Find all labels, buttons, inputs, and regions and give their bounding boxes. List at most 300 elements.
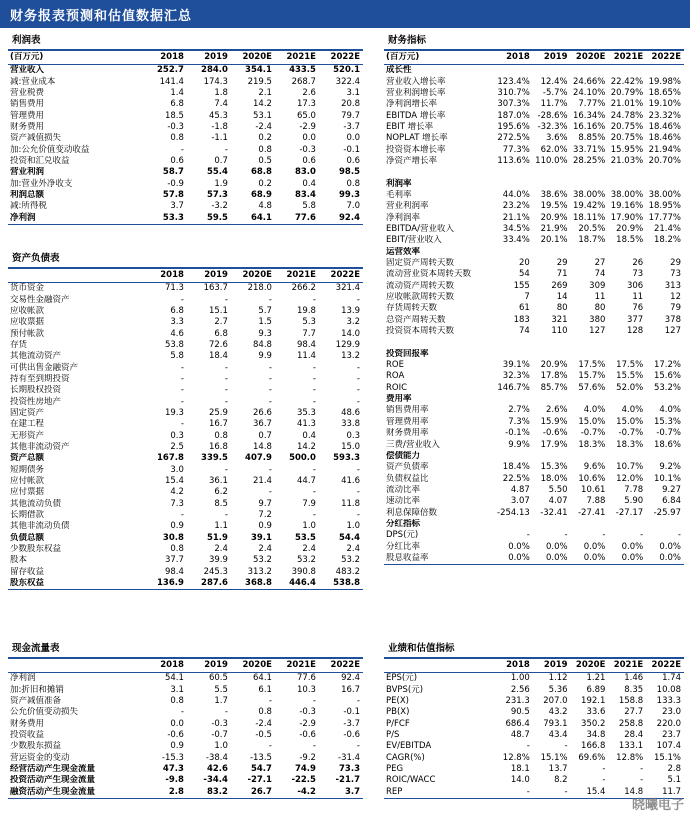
- cell-value: 11: [632, 292, 644, 303]
- cell-value: 3.6%: [545, 133, 568, 144]
- cell-value: 18.65%: [648, 87, 681, 98]
- cell-value: -: [180, 385, 184, 396]
- cell-value: 1.8: [214, 87, 228, 98]
- cell-value: 24.78%: [610, 110, 644, 121]
- cell-value: 19.42%: [572, 201, 606, 212]
- table-row: [8, 76, 363, 87]
- cell-value: 53.2: [253, 555, 272, 566]
- cell-value: -21.7: [335, 775, 360, 786]
- table-row: [384, 247, 684, 258]
- cell-value: -: [312, 385, 316, 396]
- cell-value: 350.2: [581, 718, 606, 729]
- table-row: [8, 521, 363, 532]
- table-row: [384, 65, 684, 77]
- cell-value: 15.4: [164, 476, 184, 487]
- cell-value: 18.3%: [616, 439, 644, 450]
- cell-value: 8.85%: [578, 133, 606, 144]
- indicators-heading: 财务指标: [384, 34, 684, 51]
- table-row: [384, 99, 684, 110]
- cell-value: 24.66%: [572, 76, 606, 87]
- table-row: [8, 730, 363, 741]
- cell-value: 12.8%: [616, 752, 644, 763]
- row-label: 存货: [10, 339, 28, 350]
- cell-value: -254.13: [497, 507, 530, 518]
- cell-value: 57.3: [206, 189, 228, 200]
- row-label: PB(X): [386, 707, 410, 718]
- header-label: [8, 269, 143, 283]
- cell-value: -: [224, 385, 228, 396]
- cell-value: 269: [551, 280, 568, 291]
- watermark-logo: 晓曦电子: [631, 798, 684, 813]
- cell-value: 287.6: [187, 578, 231, 590]
- row-label: 净利润增长率: [386, 99, 438, 110]
- cell-value: 16.34%: [572, 110, 606, 121]
- cell-value: [646, 65, 684, 77]
- indicators-table: [384, 51, 684, 565]
- cell-value: 20.9%: [540, 360, 568, 371]
- cell-value: 17.5%: [578, 360, 606, 371]
- table-row: [8, 510, 363, 521]
- cell-value: 36.7: [253, 419, 272, 430]
- cell-value: 38.00%: [572, 189, 606, 200]
- cell-value: 20.5%: [578, 223, 606, 234]
- cell-value: 60.5: [208, 673, 228, 684]
- row-label: 资产负债率: [386, 462, 429, 473]
- cell-value: -: [312, 396, 316, 407]
- cell-value: -3.7: [343, 121, 360, 132]
- cell-value: 128: [626, 326, 644, 337]
- cell-value: 20.70%: [648, 155, 681, 166]
- cell-value: 18.95%: [648, 201, 681, 212]
- cell-value: 321: [551, 314, 568, 325]
- cell-value: 73.3: [339, 763, 360, 774]
- cell-value: 0.2: [258, 178, 272, 189]
- cell-value: 17.8%: [540, 371, 568, 382]
- cell-value: 18.4: [208, 351, 228, 362]
- cell-value: 80: [556, 303, 568, 314]
- row-label: 投资回报率: [386, 348, 429, 359]
- row-label: 少数股东权益: [10, 544, 62, 555]
- cell-value: 42.6: [206, 763, 228, 774]
- financial-indicators-panel: [384, 34, 684, 565]
- row-label: EBITDA 增长率: [386, 110, 446, 121]
- cell-value: 6.89: [586, 684, 606, 695]
- year-header: 2019: [187, 51, 231, 65]
- cell-value: 74: [594, 269, 606, 280]
- cell-value: 3.2: [346, 317, 360, 328]
- table-row: [384, 326, 684, 337]
- cell-value: -: [356, 385, 360, 396]
- row-label: 销售费用: [10, 99, 45, 110]
- cell-value: -: [602, 530, 606, 541]
- cell-value: 7.77%: [578, 99, 606, 110]
- cell-value: 11: [594, 292, 606, 303]
- table-row: [384, 553, 684, 565]
- row-label: EBIT 增长率: [386, 121, 434, 132]
- cell-value: 1.5: [258, 317, 272, 328]
- cell-value: 10.1%: [653, 473, 681, 484]
- header-label: (百万元): [384, 51, 495, 65]
- cell-value: [646, 394, 684, 405]
- cell-value: 390.8: [291, 566, 316, 577]
- cell-value: 0.3: [170, 430, 184, 441]
- cell-value: 38.00%: [648, 189, 681, 200]
- table-row: [384, 212, 684, 223]
- row-label: P/S: [386, 729, 400, 740]
- cell-value: -0.3: [299, 144, 316, 155]
- cell-value: 0.8: [170, 695, 184, 706]
- cell-value: -: [180, 707, 184, 718]
- cell-value: 195.6%: [497, 121, 530, 132]
- cell-value: 74: [518, 326, 530, 337]
- valuation-heading: 业绩和估值指标: [384, 642, 684, 659]
- row-label: 营业收入: [10, 65, 45, 76]
- table-row: [384, 190, 684, 201]
- cell-value: 10.61: [581, 484, 606, 495]
- cell-value: -: [268, 385, 272, 396]
- cell-value: 15.7%: [578, 371, 606, 382]
- year-header: 2021E: [275, 51, 319, 65]
- cell-value: 54.1: [164, 673, 184, 684]
- cell-value: 9.9: [258, 351, 272, 362]
- row-label: 流动比率: [386, 484, 421, 495]
- table-row: [384, 201, 684, 212]
- cell-value: 43.4: [548, 729, 568, 740]
- cell-value: 24.10%: [572, 87, 606, 98]
- cell-value: 1.46: [624, 673, 644, 684]
- cell-value: 28.4: [624, 729, 644, 740]
- cell-value: 272.5%: [497, 133, 530, 144]
- cell-value: [646, 167, 684, 178]
- cell-value: 500.0: [289, 453, 316, 464]
- cell-value: 407.9: [245, 453, 272, 464]
- table-row: [384, 451, 684, 462]
- cell-value: 107.4: [656, 741, 681, 752]
- cell-value: -5.7%: [542, 87, 568, 98]
- cell-value: 0.8: [170, 544, 184, 555]
- table-row: [384, 235, 684, 246]
- row-label: EBIT/营业收入: [386, 235, 442, 246]
- table-row: [384, 707, 684, 718]
- year-header: 2020E: [231, 659, 275, 673]
- cell-value: 163.7: [203, 283, 228, 294]
- cell-value: 2.1: [258, 87, 272, 98]
- cell-value: 686.4: [505, 718, 530, 729]
- cell-value: -0.3: [211, 718, 228, 729]
- cell-value: 12.4%: [540, 76, 568, 87]
- cell-value: 90.5: [510, 707, 530, 718]
- balance-heading: 资产负债表: [8, 252, 363, 269]
- cell-value: [533, 451, 571, 462]
- table-row: [8, 122, 363, 133]
- cell-value: -2.9: [299, 121, 316, 132]
- cell-value: 21.1%: [502, 212, 530, 223]
- cell-value: 141.4: [159, 76, 184, 87]
- cell-value: 2.4: [302, 544, 316, 555]
- year-header: 2019: [187, 659, 231, 673]
- cell-value: [571, 247, 609, 258]
- row-label: 营业利润: [10, 167, 45, 178]
- row-label: 应收帐款: [10, 305, 45, 316]
- cell-value: 29: [670, 258, 681, 269]
- cell-value: 18.1: [510, 763, 530, 774]
- cell-value: 309: [589, 280, 606, 291]
- row-label: 营业收入增长率: [386, 76, 446, 87]
- cell-value: 7.78: [624, 484, 644, 495]
- cell-value: 30.8: [162, 532, 184, 543]
- cell-value: 18.7%: [578, 235, 606, 246]
- cell-value: [646, 247, 684, 258]
- cell-value: 0.9: [258, 521, 272, 532]
- cell-value: 15.6%: [653, 371, 681, 382]
- row-label: 运营效率: [386, 246, 421, 257]
- cell-value: -0.1: [343, 144, 360, 155]
- cashflow-table: [8, 659, 363, 799]
- cell-value: 33.6: [586, 707, 606, 718]
- cell-value: 127: [589, 326, 606, 337]
- cell-value: -: [677, 530, 681, 541]
- row-label: 存货周转天数: [386, 303, 438, 314]
- cell-value: -9.2: [299, 752, 316, 763]
- cell-value: 23.7: [662, 729, 681, 740]
- table-row: [384, 144, 684, 155]
- table-row: [8, 408, 363, 419]
- cell-value: [571, 65, 609, 77]
- row-label: 负债权益比: [386, 473, 429, 484]
- cell-value: 32.3%: [502, 371, 530, 382]
- cell-value: 5.3: [302, 317, 316, 328]
- row-label: 分红比率: [386, 541, 421, 552]
- row-label: 股息收益率: [384, 553, 495, 565]
- cell-value: 268.7: [291, 76, 316, 87]
- cell-value: -: [268, 695, 272, 706]
- cell-value: 21.01%: [610, 99, 644, 110]
- cell-value: 0.7: [214, 155, 228, 166]
- year-header: 2021E: [275, 269, 319, 283]
- cell-value: -2.4: [255, 121, 272, 132]
- table-row: [384, 303, 684, 314]
- cell-value: 79.7: [341, 110, 360, 121]
- row-label: 分红指标: [386, 518, 421, 529]
- row-label: 投资性房地产: [10, 396, 62, 407]
- cell-value: 18.2%: [653, 235, 681, 246]
- cell-value: 28.25%: [572, 155, 606, 166]
- table-row: [384, 122, 684, 133]
- cell-value: 5.5: [214, 684, 228, 695]
- cell-value: -25.97: [653, 507, 681, 518]
- cell-value: 123.4%: [497, 76, 530, 87]
- row-label: ROIC/WACC: [386, 775, 436, 786]
- cell-value: 18.5%: [616, 235, 644, 246]
- table-row: [384, 541, 684, 552]
- cell-value: -0.1: [343, 707, 360, 718]
- cell-value: 377: [626, 314, 644, 325]
- row-label: 速动比率: [386, 496, 421, 507]
- cell-value: 68.8: [250, 167, 272, 178]
- cell-value: 53.2%: [653, 382, 681, 393]
- cell-value: [533, 337, 571, 348]
- cell-value: 0.3: [346, 430, 360, 441]
- valuation-table: [384, 659, 684, 799]
- cell-value: 98.4: [297, 339, 316, 350]
- cell-value: 39.1: [250, 532, 272, 543]
- cell-value: [571, 337, 609, 348]
- cell-value: 29: [556, 258, 568, 269]
- row-label: 其他非流动负债: [10, 521, 70, 532]
- cell-value: 39.9: [208, 555, 228, 566]
- cell-value: 33.4%: [502, 235, 530, 246]
- cell-value: 53.3: [143, 212, 187, 224]
- cell-value: 2.4: [346, 544, 360, 555]
- table-row: [8, 396, 363, 407]
- cell-value: 17.2%: [653, 360, 681, 371]
- cell-value: 2.8: [143, 786, 187, 798]
- cell-value: -: [526, 741, 530, 752]
- row-label: 负债总额: [10, 532, 45, 543]
- cell-value: 2.4: [258, 544, 272, 555]
- table-row: [384, 156, 684, 167]
- cell-value: 21.9%: [540, 223, 568, 234]
- cell-value: 12.0%: [616, 473, 644, 484]
- cell-value: 136.9: [143, 578, 187, 590]
- cell-value: 2.7%: [508, 405, 530, 416]
- cell-value: 2.6: [302, 87, 316, 98]
- table-row: [8, 419, 363, 430]
- row-label: 交易性金融资产: [10, 294, 70, 305]
- row-label: 加:公允价值变动收益: [10, 144, 90, 155]
- year-header: 2019: [533, 659, 571, 673]
- year-header: 2018: [143, 51, 187, 65]
- cell-value: 0.9: [170, 521, 184, 532]
- cell-value: 7.7: [302, 328, 316, 339]
- table-row: [384, 684, 684, 695]
- table-row: [384, 775, 684, 786]
- cell-value: 174.3: [203, 76, 228, 87]
- cell-value: 19.10%: [648, 99, 681, 110]
- cell-value: 4.0%: [659, 405, 681, 416]
- row-label: 营业利润增长率: [386, 87, 446, 98]
- table-row: [384, 417, 684, 428]
- row-label: 公允价值变动损失: [10, 707, 79, 718]
- cell-value: 207.0: [543, 695, 568, 706]
- cell-value: 310.7%: [497, 87, 530, 98]
- cell-value: 11.8: [341, 498, 360, 509]
- cell-value: 12: [670, 292, 681, 303]
- cell-value: 793.1: [543, 718, 568, 729]
- cell-value: 15.5%: [616, 371, 644, 382]
- table-row: [384, 462, 684, 473]
- row-label: 短期债务: [10, 464, 45, 475]
- cell-value: 22.42%: [610, 76, 644, 87]
- table-row: [384, 696, 684, 707]
- cell-value: [495, 167, 533, 178]
- cell-value: 14.2: [253, 99, 272, 110]
- cell-value: -: [312, 373, 316, 384]
- cell-value: -: [180, 373, 184, 384]
- table-row: [8, 696, 363, 707]
- cell-value: 6.8: [170, 99, 184, 110]
- table-row: [384, 224, 684, 235]
- cell-value: [495, 337, 533, 348]
- cell-value: 110.0%: [535, 155, 568, 166]
- cell-value: -0.1%: [505, 428, 530, 439]
- cell-value: 6.1: [258, 684, 272, 695]
- cell-value: 74.9: [294, 763, 316, 774]
- cell-value: 3.1: [346, 87, 360, 98]
- row-label: 可供出售金融资产: [10, 362, 79, 373]
- table-row: [8, 465, 363, 476]
- cell-value: 92.4: [319, 212, 363, 224]
- year-header: 2022E: [319, 269, 363, 283]
- cell-value: -: [180, 510, 184, 521]
- cell-value: 593.3: [333, 453, 360, 464]
- row-label: 利润总额: [10, 189, 45, 200]
- cell-value: [608, 65, 646, 77]
- cell-value: 0.0%: [545, 541, 568, 552]
- cell-value: 19.8: [297, 305, 316, 316]
- cell-value: [608, 519, 646, 530]
- row-label: 毛利率: [386, 189, 412, 200]
- table-row: [384, 752, 684, 763]
- cell-value: 4.0%: [583, 405, 606, 416]
- cell-value: -0.7: [211, 729, 228, 740]
- cell-value: -28.6%: [537, 110, 568, 121]
- cell-value: 183: [513, 314, 530, 325]
- year-header: 2022E: [319, 51, 363, 65]
- cell-value: 5.36: [548, 684, 568, 695]
- table-row: [8, 442, 363, 453]
- cell-value: 0.0%: [571, 553, 609, 565]
- table-row: [8, 775, 363, 786]
- cell-value: 15.1%: [540, 752, 568, 763]
- cell-value: 0.8: [346, 178, 360, 189]
- cell-value: -: [356, 487, 360, 498]
- cell-value: 252.7: [157, 65, 184, 76]
- table-row: [8, 718, 363, 729]
- cell-value: -: [356, 510, 360, 521]
- cell-value: 71: [556, 269, 568, 280]
- cell-value: 0.0%: [508, 541, 530, 552]
- cell-value: -: [268, 396, 272, 407]
- cell-value: -: [356, 695, 360, 706]
- row-label: 管理费用: [10, 110, 45, 121]
- cell-value: -13.5: [249, 752, 272, 763]
- cell-value: 25.9: [208, 407, 228, 418]
- cell-value: 113.6%: [497, 155, 530, 166]
- cell-value: 14.0: [341, 328, 360, 339]
- table-row: [8, 764, 363, 775]
- cell-value: 3.7: [319, 786, 363, 798]
- title-bar: [0, 0, 690, 28]
- cell-value: -0.3: [299, 707, 316, 718]
- cell-value: 21.03%: [610, 155, 644, 166]
- table-row: [8, 567, 363, 578]
- cell-value: 53.5: [294, 532, 316, 543]
- row-label: 流动资产周转天数: [386, 280, 455, 291]
- cell-value: -3.2: [211, 201, 228, 212]
- table-row: [8, 340, 363, 351]
- cell-value: 15.0%: [578, 416, 606, 427]
- cell-value: 21.4: [253, 476, 272, 487]
- table-row: [8, 544, 363, 555]
- year-header: 2021E: [608, 659, 646, 673]
- cell-value: 15.0: [341, 441, 360, 452]
- row-label: 投资资本增长率: [386, 144, 446, 155]
- table-row: [384, 133, 684, 144]
- table-row: [384, 741, 684, 752]
- table-row: [384, 383, 684, 394]
- cell-value: 10.6%: [578, 473, 606, 484]
